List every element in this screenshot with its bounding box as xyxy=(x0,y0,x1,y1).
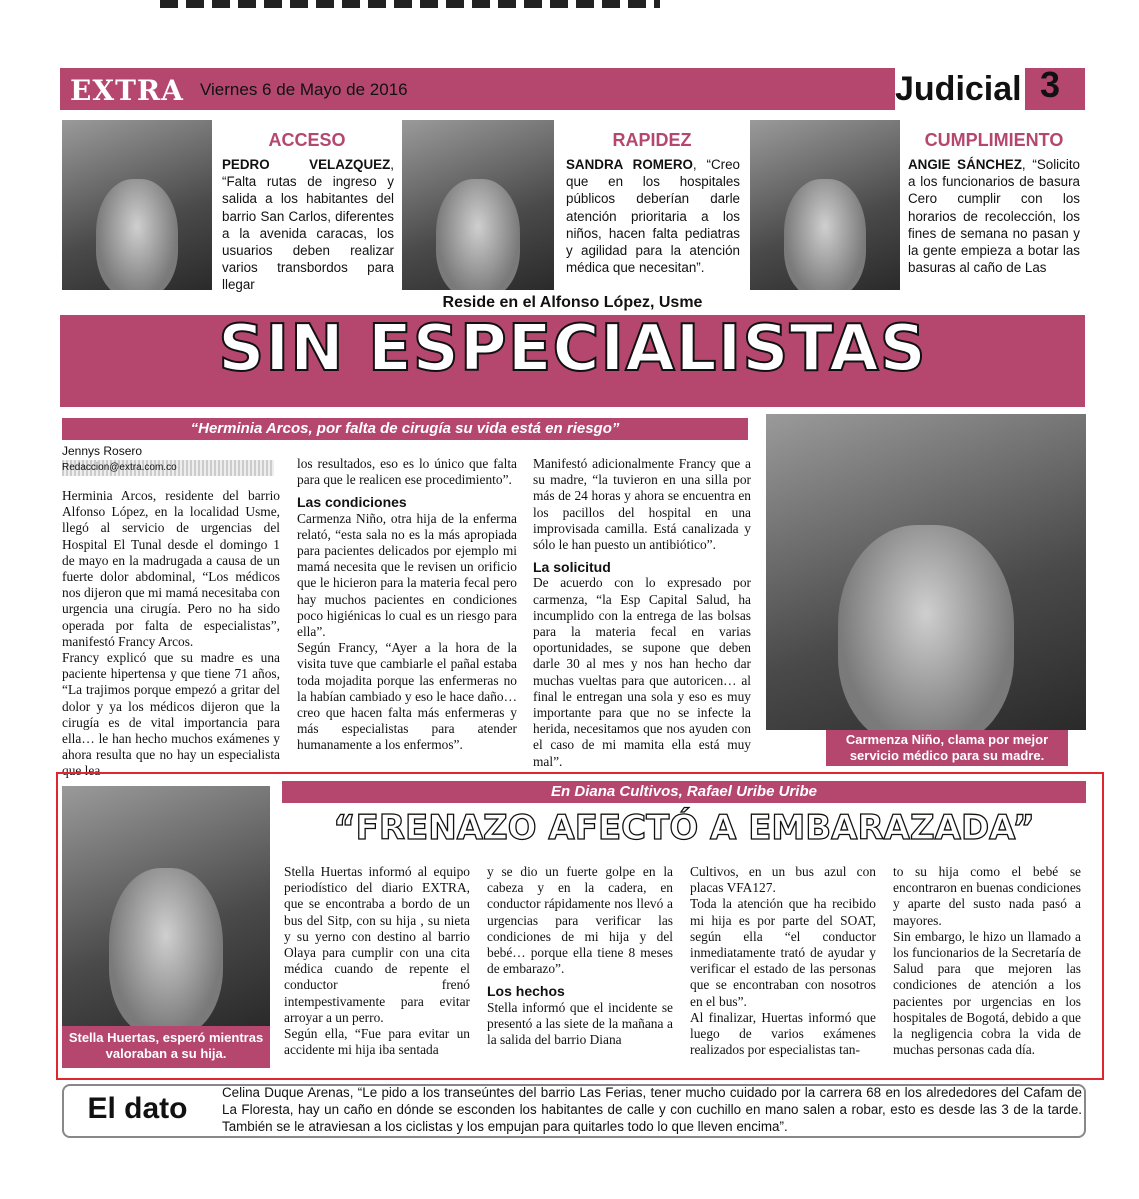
main-subheadline: “Herminia Arcos, por falta de cirugía su vida está en riesgo” xyxy=(62,418,748,440)
vox-title-rapidez: RAPIDEZ xyxy=(612,130,692,150)
vox-text-pedro xyxy=(222,156,394,294)
paragraph: Manifestó adicionalmente Francy que a su madre, “la tuvieron en una silla por más de 24 horas y ahora se encuentra en los pacillos del hospital en una improvisada camilla. Está canalizada y sólo le han puesto un antibiótico”. xyxy=(533,456,751,553)
paragraph: los resultados, eso es lo único que falta para que le realicen ese procedimiento”. xyxy=(297,456,517,488)
carmenza-nino-photo xyxy=(766,414,1086,730)
stella-huertas-photo xyxy=(62,786,270,1026)
paragraph: Según ella, “Fue para evitar un accidente mi hija iba sentada xyxy=(284,1026,470,1058)
paragraph: Sin embargo, le hizo un llamado a los funcionarios de la Secretaría de Salud para que mejoren las condiciones de atención a los pacientes por urgencias en los hospitales de Bogotá, debido a que la negligencia cobra la vida de muchas personas cada día. xyxy=(893,928,1081,1058)
paragraph: Según Francy, “Ayer a la hora de la visita tuve que cambiarle el pañal estaba toda mojadita porque las enfermeras no la habían cambiado y eso le hace daño… creo que hacen falta más enfermeras y más especialistas para atender humanamente a los enfermos”. xyxy=(297,640,517,753)
subhead: Los hechos xyxy=(487,983,565,1000)
vox-name: ANGIE SÁNCHEZ xyxy=(908,157,1022,172)
paragraph: Toda la atención que ha recibido mi hija es por parte del SOAT, según ella “el conductor inmediatamente trató de ayudar y verificar el estado de las personas que se encontraban con nosotros en el bus”. xyxy=(690,896,876,1009)
cropped-previous-page-text xyxy=(160,0,660,8)
paragraph: Cultivos, en un bus azul con placas VFA127. xyxy=(690,864,876,896)
vox-title-cumplimiento: CUMPLIMIENTO xyxy=(924,130,1064,150)
second-col-3 xyxy=(690,864,876,1058)
section-label: Judicial xyxy=(895,69,1022,108)
vox-text-sandra xyxy=(566,156,740,276)
carmenza-photo-caption: Carmenza Niño, clama por mejor servicio médico para su madre. xyxy=(826,730,1068,766)
sandra-romero-photo xyxy=(402,120,554,290)
newspaper-logo: EXTRA xyxy=(70,74,184,107)
main-col-2 xyxy=(297,456,517,754)
main-col-3 xyxy=(533,456,751,770)
paragraph: Herminia Arcos, residente del barrio Alfonso López, en la localidad Usme, llegó al servicio de urgencias del Hospital El Tunal desde el domingo 1 de mayo en la madrugada a causa de un fuerte dolor abdominal, “Los médicos nos dijeron que mi mamá necesitaba con urgencia una cirugía. Pero no ha sido operada por falta de especialistas”, manifestó Francy Arcos. xyxy=(62,488,280,649)
vox-quote: , “Falta rutas de ingreso y salida a los habitantes del barrio San Carlos, diferentes a la avenida caracas, los usuarios deben realizar varios transbordos para llegar xyxy=(222,157,394,293)
second-story-kicker: En Diana Cultivos, Rafael Uribe Uribe xyxy=(282,781,1086,803)
el-dato-label: El dato xyxy=(87,1092,188,1125)
vox-name: SANDRA ROMERO xyxy=(566,157,693,172)
second-col-4 xyxy=(893,864,1081,1058)
paragraph: Stella Huertas informó al equipo periodístico del diario EXTRA, que se encontraba a bordo de un bus del Sitp, con su hija , su nieta y su yerno con destino al barrio Olaya para cumplir con una cita médica cuando de repente el conductor frenó intempestivamente para evitar arroyar a un perro. xyxy=(284,864,470,1025)
subhead: Las condiciones xyxy=(297,494,407,511)
vox-name: PEDRO VELAZQUEZ xyxy=(222,157,391,172)
main-col-1 xyxy=(62,488,280,780)
paragraph: to su hija como el bebé se encontraron en buenas condiciones y aparte del susto nada pasó a mayores. xyxy=(893,864,1081,928)
pedro-velazquez-photo xyxy=(62,120,212,290)
paragraph: Al finalizar, Huertas informó que luego de varios exámenes realizados por especialistas tan- xyxy=(690,1009,876,1058)
byline-email: Redaccion@extra.com.co xyxy=(62,460,274,476)
paragraph: y se dio un fuerte golpe en la cabeza y en la cadera, en conductor rápidamente nos llevó a urgencias para verificar las condiciones de mi hija y del bebé… porque ella tiene 8 meses de embarazo”. xyxy=(487,864,673,977)
el-dato-text: Celina Duque Arenas, “Le pido a los transeúntes del barrio Las Ferias, tener mucho cuidado por la carrera 68 en los alrededores del Cafam de La Floresta, hay un caño en dónde se esconden los habitantes de calle y con cuchillo en mano salen a robar, esto es desde las 3 de la tarde. También se le atraviesan a los ciclistas y los empujan para quitarles todo lo que lleven encima”. xyxy=(222,1085,1082,1134)
subhead: La solicitud xyxy=(533,559,611,576)
main-headline: SIN ESPECIALISTAS xyxy=(218,312,927,386)
second-story-headline: “FRENAZO AFECTÓ A EMBARAZADA” xyxy=(333,808,1035,848)
angie-sanchez-photo xyxy=(750,120,900,290)
paragraph: Carmenza Niño, otra hija de la enferma relató, “esta sala no es la más apropiada para pacientes delicados por ejemplo mi mamá necesita que le revisen un orificio que le hicieron para la materia fecal pero hay muchos pacientes en condiciones poco higiénicas lo cual es un riesgo para ella”. xyxy=(297,510,517,640)
vox-title-acceso: ACCESO xyxy=(268,130,346,150)
paragraph: Stella informó que el incidente se presentó a las siete de la mañana a la salida del barrio Diana xyxy=(487,999,673,1048)
vox-quote: , “Creo que en los hospitales públicos deberían darle atención prioritaria a los niños, hacen falta pediatras y agilidad para la atención médica que necesitan”. xyxy=(566,157,740,276)
vox-text-angie xyxy=(908,156,1080,276)
paragraph: Francy explicó que su madre es una paciente hipertensa y que tiene 71 años, “La trajimos porque empezó a gritar del dolor y ya los médicos dijeron que la cirugía es de vital importancia para ella… le han hecho muchos exámenes y ahora resulta que no hay un especialista que lea xyxy=(62,650,280,779)
main-story-kicker: Reside en el Alfonso López, Usme xyxy=(442,294,703,311)
issue-date: Viernes 6 de Mayo de 2016 xyxy=(200,80,408,99)
paragraph: De acuerdo con lo expresado por carmenza, “la Esp Capital Salud, ha incumplido con la entrega de las bolsas para la materia fecal en varias oportunidades, se supone que deben darle 30 al mes y nos han hecho dar muchas vueltas para que autoricen… al final le entregan una sola y eso es muy importante para que no se infecte la herida, necesitamos que nos ayuden con el caso de mi mamita ella está muy mal”. xyxy=(533,575,751,769)
page-number: 3 xyxy=(1040,64,1061,105)
second-col-2 xyxy=(487,864,673,1048)
section-name xyxy=(895,68,1025,110)
stella-photo-caption: Stella Huertas, esperó mientras valoraban a su hija. xyxy=(62,1026,270,1068)
byline-author: Jennys Rosero xyxy=(62,444,143,458)
second-col-1 xyxy=(284,864,470,1058)
vox-quote: , “Solicito a los funcionarios de basura Cero cumplir con los horarios de recolección, los fines de semana no pasan y la gente empieza a botar las basuras al caño de Las xyxy=(908,157,1080,276)
